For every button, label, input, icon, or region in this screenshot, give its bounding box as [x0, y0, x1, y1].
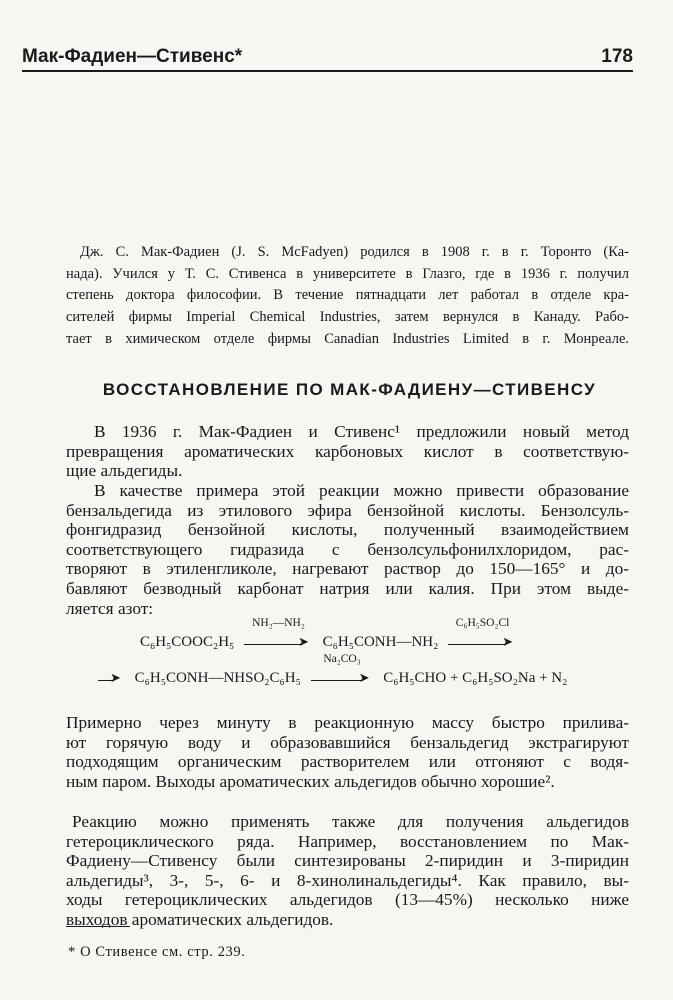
- header-rule: [22, 70, 633, 72]
- section-title: ВОССТАНОВЛЕНИЕ ПО МАК-ФАДИЕНУ—СТИВЕНСУ: [102, 380, 597, 399]
- bio-line: Дж. С. Мак-Фадиен (J. S. McFadyen) родился в 1908 г. в г. Торонто (Ка-: [80, 244, 629, 260]
- text-line: Примерно через минуту в реакционную массу быстро прилива-: [66, 713, 629, 732]
- reagent-label: Na₂CO₃: [323, 653, 361, 666]
- paragraph-1: [66, 422, 629, 481]
- text-line: гетероциклического ряда. Например, восстановлением по Мак-: [66, 831, 629, 851]
- text-line: щие альдегиды.: [66, 461, 183, 481]
- paragraph-4: [66, 812, 629, 930]
- page-number: 178: [601, 46, 633, 67]
- reaction-arrow: C₆H₅SO₂Cl ➤: [448, 634, 517, 651]
- text-line: выходов ароматических альдегидов.: [66, 909, 334, 929]
- text-line: ходы гетероциклических альдегидов (13—45%) несколько ниже: [66, 890, 629, 910]
- text-line: соответствующего гидразида с бензолсульфонилхлоридом, рас-: [66, 539, 629, 559]
- running-title: Мак-Фадиен—Стивенс*: [22, 46, 243, 67]
- intermediate-formula: C₆H₅CONH—NH₂: [322, 634, 439, 650]
- paragraph-3: [66, 713, 629, 791]
- text-line: альдегиды³, 3-, 5-, 6- и 8-хинолинальдегиды⁴. Как правило, вы-: [66, 870, 629, 890]
- bio-line: сителей фирмы Imperial Chemical Industries, затем вернулся в Канаду. Рабо-: [66, 309, 629, 326]
- reaction-equation-line-2: [98, 653, 629, 687]
- reaction-arrow: Na₂CO₃ ➤: [311, 670, 374, 687]
- text-line: В 1936 г. Мак-Фадиен и Стивенс¹ предложили новый метод: [94, 422, 629, 441]
- reactant-formula: C₆H₅COOC₂H₅: [140, 634, 235, 650]
- bio-line: степень доктора философии. В течение пятнадцати лет работал в отделе кра-: [66, 287, 629, 304]
- reagent-label: C₆H₅SO₂Cl: [455, 617, 510, 630]
- running-header: [22, 36, 633, 68]
- bio-line: нада). Учился у Т. С. Стивенса в университете в Глазго, где в 1936 г. получил: [66, 265, 629, 282]
- text-line: фонгидразид бензойной кислоты, полученный взаимодействием: [66, 520, 629, 540]
- text-line: Фадиену—Стивенсу были синтезированы 2-пиридин и 3-пиридин: [66, 851, 629, 871]
- reaction-equation-line-1: [140, 617, 629, 651]
- text-line: Реакцию можно применять также для получения альдегидов: [72, 812, 629, 831]
- biography-note: [66, 242, 629, 351]
- reagent-label: NH₂—NH₂: [252, 617, 305, 630]
- footnote-rule: [66, 926, 130, 927]
- text-line: В качестве примера этой реакции можно привести образование: [94, 481, 629, 500]
- text-line: подходящим органическим растворителем или отгоняют с водя-: [66, 752, 629, 772]
- bio-line: тает в химическом отделе фирмы Canadian Industries Limited в г. Монреале.: [66, 330, 629, 347]
- text-line: бензальдегида из этилового эфира бензойной кислоты. Бензолсуль-: [66, 500, 629, 520]
- footnote: * О Стивенсе см. стр. 239.: [68, 944, 246, 960]
- continuation-arrow-icon: ➤: [98, 670, 125, 687]
- products-formula: C₆H₅CHO + C₆H₅SO₂Na + N₂: [383, 670, 568, 686]
- paragraph-2: [66, 481, 629, 618]
- text-line: ют горячую воду и образовавшийся бензальдегид экстрагируют: [66, 732, 629, 752]
- reaction-arrow: NH₂—NH₂ ➤: [244, 634, 313, 651]
- text-line: бавляют безводный карбонат натрия или калия. При этом выде-: [66, 578, 629, 598]
- text-line: превращения ароматических карбоновых кислот в соответствую-: [66, 441, 629, 461]
- text-line: творяют в этиленгликоле, нагревают раствор до 150—165° и до-: [66, 559, 629, 579]
- text-line: ным паром. Выходы ароматических альдегидов обычно хорошие².: [66, 771, 555, 791]
- sulfonylhydrazide-formula: C₆H₅CONH—NHSO₂C₆H₅: [134, 670, 301, 686]
- text-line: ляется азот:: [66, 598, 154, 618]
